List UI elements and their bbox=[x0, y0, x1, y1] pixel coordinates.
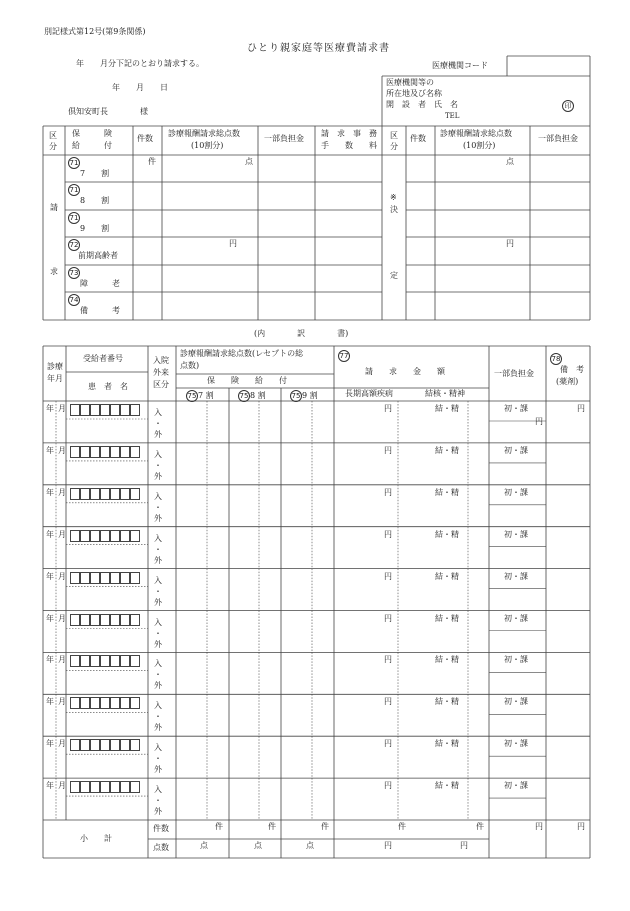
row-in: 入 bbox=[154, 449, 162, 459]
digit-box[interactable] bbox=[110, 697, 120, 709]
top-header-kubun2: 区 分 bbox=[390, 131, 398, 151]
digit-box[interactable] bbox=[90, 530, 100, 542]
top-header-tensu1: 診療報酬請求総点数 bbox=[168, 129, 240, 138]
recipient-number-boxes[interactable] bbox=[70, 446, 140, 461]
row-shoka: 初・課 bbox=[504, 739, 528, 749]
digit-box[interactable] bbox=[110, 655, 120, 667]
row-number-mark: 72 bbox=[69, 241, 79, 249]
date-line: 年 月 日 bbox=[112, 83, 168, 92]
mid-label-tei: 定 bbox=[390, 271, 398, 280]
recipient-number-boxes[interactable] bbox=[70, 488, 140, 503]
top-row-3-label: 9 割 bbox=[80, 224, 110, 233]
subtotal-ken-chouki: 件 bbox=[398, 822, 406, 831]
digit-box[interactable] bbox=[90, 781, 100, 793]
digit-box[interactable] bbox=[120, 404, 130, 416]
row-year: 年 bbox=[46, 404, 54, 413]
row-year: 年 bbox=[46, 697, 54, 707]
form-number: 別記様式第12号(第9条関係) bbox=[44, 27, 146, 36]
subtotal-tensu-label: 点数 bbox=[153, 843, 169, 852]
row-month: 月 bbox=[58, 655, 66, 665]
recipient-number-boxes[interactable] bbox=[70, 572, 140, 587]
top-header-hoken1: 保 険 bbox=[72, 129, 112, 138]
row-out: 外 bbox=[154, 555, 162, 565]
row-en-futan: 円 bbox=[535, 417, 543, 426]
detail-header-total1: 診療報酬請求総点数(レセプトの総 bbox=[180, 349, 304, 358]
top-header-futan: 一部負担金 bbox=[264, 134, 304, 143]
digit-box[interactable] bbox=[90, 614, 100, 626]
digit-box[interactable] bbox=[70, 739, 80, 751]
request-line: 年 月分下記のとおり請求する。 bbox=[76, 59, 204, 68]
digit-box[interactable] bbox=[130, 739, 140, 751]
top-header-kensu: 件数 bbox=[137, 134, 153, 143]
unit-ten: 点 bbox=[245, 157, 253, 166]
digit-box[interactable] bbox=[80, 530, 90, 542]
digit-box[interactable] bbox=[120, 781, 130, 793]
row-kekkaku: 結・精 bbox=[435, 739, 459, 749]
row-en-biko: 円 bbox=[577, 404, 585, 413]
row-out: 外 bbox=[154, 597, 162, 607]
addressee: 倶知安町長 様 bbox=[68, 107, 148, 116]
row-shoka: 初・課 bbox=[504, 655, 528, 665]
subtotal-ken-7: 件 bbox=[215, 822, 223, 831]
digit-box[interactable] bbox=[70, 488, 80, 500]
row-en-chouki: 円 bbox=[384, 739, 392, 749]
row-dot: ・ bbox=[154, 670, 162, 680]
detail-header-total2: 点数) bbox=[180, 361, 200, 370]
top-header-kensu2: 件数 bbox=[410, 134, 426, 143]
row-in: 入 bbox=[154, 743, 162, 753]
digit-box[interactable] bbox=[100, 739, 110, 751]
digit-box[interactable] bbox=[100, 697, 110, 709]
form-title: ひとり親家庭等医療費請求書 bbox=[247, 43, 390, 54]
digit-box[interactable] bbox=[100, 614, 110, 626]
digit-box[interactable] bbox=[90, 655, 100, 667]
row-en-chouki: 円 bbox=[384, 487, 392, 497]
row-en-chouki: 円 bbox=[384, 655, 392, 665]
digit-box[interactable] bbox=[70, 404, 80, 416]
subtotal-ken-kekkaku: 件 bbox=[476, 822, 484, 831]
digit-box[interactable] bbox=[130, 614, 140, 626]
row-out: 外 bbox=[154, 807, 162, 817]
subtotal-ken-9: 件 bbox=[321, 822, 329, 831]
detail-header-chouki: 長期高額疾病 bbox=[345, 389, 393, 398]
row-out: 外 bbox=[154, 471, 162, 481]
top-row-4-label: 前期高齢者 bbox=[78, 251, 118, 260]
row-kekkaku: 結・精 bbox=[435, 529, 459, 539]
subtotal-en-futan: 円 bbox=[535, 822, 543, 831]
tel-label: TEL bbox=[445, 112, 460, 120]
institution-code-label: 医療機関コード bbox=[432, 61, 488, 70]
row-kekkaku: 結・精 bbox=[435, 404, 459, 413]
top-header-kubun: 区 分 bbox=[49, 131, 57, 151]
digit-box[interactable] bbox=[70, 614, 80, 626]
digit-box[interactable] bbox=[90, 404, 100, 416]
row-out: 外 bbox=[154, 639, 162, 649]
col-8wari bbox=[238, 390, 266, 402]
row-en-chouki: 円 bbox=[384, 571, 392, 581]
digit-box[interactable] bbox=[110, 572, 120, 584]
row-month: 月 bbox=[58, 404, 66, 413]
recipient-number-boxes[interactable] bbox=[70, 404, 140, 419]
col-7wari-label: 7 割 bbox=[198, 391, 214, 400]
digit-box[interactable] bbox=[120, 697, 130, 709]
col-number-mark: 78 bbox=[551, 355, 561, 363]
top-row-2 bbox=[68, 184, 80, 196]
digit-box[interactable] bbox=[80, 572, 90, 584]
row-out: 外 bbox=[154, 681, 162, 691]
row-year: 年 bbox=[46, 445, 54, 455]
row-shoka: 初・課 bbox=[504, 487, 528, 497]
digit-box[interactable] bbox=[80, 614, 90, 626]
row-shoka: 初・課 bbox=[504, 613, 528, 623]
digit-box[interactable] bbox=[130, 404, 140, 416]
digit-box[interactable] bbox=[80, 697, 90, 709]
detail-header-inout1: 入院 bbox=[153, 356, 169, 365]
digit-box[interactable] bbox=[120, 446, 130, 458]
digit-box[interactable] bbox=[70, 530, 80, 542]
row-out: 外 bbox=[154, 513, 162, 523]
digit-box[interactable] bbox=[130, 530, 140, 542]
digit-box[interactable] bbox=[90, 572, 100, 584]
digit-box[interactable] bbox=[80, 446, 90, 458]
col-7wari bbox=[186, 390, 214, 402]
row-en-chouki: 円 bbox=[384, 697, 392, 707]
row-number-mark: 71 bbox=[69, 159, 79, 167]
recipient-number-boxes[interactable] bbox=[70, 781, 140, 796]
mid-label-ketsu: 決 bbox=[390, 205, 398, 214]
row-in: 入 bbox=[154, 491, 162, 501]
institution-name-label: 医療機関等の bbox=[386, 78, 434, 87]
row-number-mark: 71 bbox=[69, 214, 79, 222]
row-en-chouki: 円 bbox=[384, 781, 392, 791]
row-month: 月 bbox=[58, 571, 66, 581]
col-8wari-label: 8 割 bbox=[250, 391, 266, 400]
detail-header-kekkaku: 結核・精神 bbox=[425, 389, 465, 398]
row-year: 年 bbox=[46, 781, 54, 791]
row-number-mark: 74 bbox=[69, 296, 79, 304]
row-shoka: 初・課 bbox=[504, 781, 528, 791]
digit-box[interactable] bbox=[110, 488, 120, 500]
digit-box[interactable] bbox=[130, 488, 140, 500]
mid-label-kome: ※ bbox=[390, 193, 397, 202]
subtotal-en-chouki: 円 bbox=[384, 841, 392, 850]
digit-box[interactable] bbox=[70, 446, 80, 458]
digit-box[interactable] bbox=[100, 572, 110, 584]
row-dot: ・ bbox=[154, 419, 162, 428]
row-year: 年 bbox=[46, 487, 54, 497]
detail-header-inout3: 区分 bbox=[153, 380, 169, 389]
row-dot: ・ bbox=[154, 460, 162, 470]
recipient-number-boxes[interactable] bbox=[70, 655, 140, 670]
digit-box[interactable] bbox=[110, 446, 120, 458]
row-en-chouki: 円 bbox=[384, 613, 392, 623]
row-in: 入 bbox=[154, 408, 162, 417]
digit-box[interactable] bbox=[70, 697, 80, 709]
subtotal-ten-9: 点 bbox=[306, 841, 314, 850]
detail-header-recipient: 受給者番号 bbox=[83, 354, 123, 363]
row-shoka: 初・課 bbox=[504, 404, 528, 413]
row-in: 入 bbox=[154, 659, 162, 669]
row-month: 月 bbox=[58, 487, 66, 497]
top-row-5 bbox=[68, 267, 80, 279]
subtotal-ten-7: 点 bbox=[200, 841, 208, 850]
digit-box[interactable] bbox=[100, 781, 110, 793]
top-header-hoken2: 給 付 bbox=[72, 141, 112, 150]
row-shoka: 初・課 bbox=[504, 571, 528, 581]
subtotal-ten-8: 点 bbox=[254, 841, 262, 850]
subtotal-kensu-label: 件数 bbox=[153, 824, 169, 833]
col-9wari bbox=[290, 390, 318, 402]
unit-en-right: 円 bbox=[506, 239, 514, 248]
seikyu-number bbox=[338, 350, 350, 362]
digit-box[interactable] bbox=[70, 572, 80, 584]
digit-box[interactable] bbox=[80, 404, 90, 416]
digit-box[interactable] bbox=[80, 739, 90, 751]
digit-box[interactable] bbox=[90, 697, 100, 709]
col-number-mark: 75 bbox=[187, 392, 197, 400]
unit-ten-right: 点 bbox=[506, 157, 514, 166]
row-kekkaku: 結・精 bbox=[435, 655, 459, 665]
digit-box[interactable] bbox=[100, 530, 110, 542]
digit-box[interactable] bbox=[110, 739, 120, 751]
digit-box[interactable] bbox=[100, 655, 110, 667]
digit-box[interactable] bbox=[100, 446, 110, 458]
recipient-number-boxes[interactable] bbox=[70, 614, 140, 629]
digit-box[interactable] bbox=[110, 614, 120, 626]
row-dot: ・ bbox=[154, 502, 162, 512]
row-en-chouki: 円 bbox=[384, 404, 392, 413]
top-header-tensu2: (10割分) bbox=[191, 141, 224, 150]
row-number-mark: 71 bbox=[69, 186, 79, 194]
row-shoka: 初・課 bbox=[504, 529, 528, 539]
row-month: 月 bbox=[58, 781, 66, 791]
row-number-mark: 73 bbox=[69, 269, 79, 277]
institution-address-label: 所在地及び名称 bbox=[386, 89, 442, 98]
seal-mark: 印 bbox=[562, 100, 574, 112]
row-year: 年 bbox=[46, 655, 54, 665]
row-month: 月 bbox=[58, 739, 66, 749]
digit-box[interactable] bbox=[80, 655, 90, 667]
row-out: 外 bbox=[154, 430, 162, 439]
recipient-number-boxes[interactable] bbox=[70, 739, 140, 754]
digit-box[interactable] bbox=[110, 404, 120, 416]
top-row-6-label: 備 考 bbox=[80, 306, 120, 315]
digit-box[interactable] bbox=[70, 655, 80, 667]
digit-box[interactable] bbox=[80, 488, 90, 500]
subtotal-label: 小 計 bbox=[80, 834, 112, 843]
recipient-number-boxes[interactable] bbox=[70, 530, 140, 545]
top-row-1-label: 7 割 bbox=[80, 169, 110, 178]
row-year: 年 bbox=[46, 739, 54, 749]
digit-box[interactable] bbox=[90, 446, 100, 458]
detail-header-biko1: 備 考 bbox=[560, 365, 584, 374]
row-en-chouki: 円 bbox=[384, 445, 392, 455]
unit-en: 円 bbox=[229, 239, 237, 248]
row-kekkaku: 結・精 bbox=[435, 613, 459, 623]
top-row-5-label: 障 老 bbox=[80, 279, 120, 288]
subtotal-ken-8: 件 bbox=[268, 822, 276, 831]
detail-header-patient: 患 者 名 bbox=[88, 382, 128, 391]
row-in: 入 bbox=[154, 575, 162, 585]
col-number-mark: 75 bbox=[291, 392, 301, 400]
digit-box[interactable] bbox=[130, 697, 140, 709]
row-dot: ・ bbox=[154, 796, 162, 806]
row-year: 年 bbox=[46, 613, 54, 623]
top-row-4 bbox=[68, 239, 80, 251]
biko-number bbox=[550, 353, 562, 365]
digit-box[interactable] bbox=[120, 739, 130, 751]
top-row-2-label: 8 割 bbox=[80, 196, 110, 205]
digit-box[interactable] bbox=[130, 572, 140, 584]
detail-header-futan: 一部負担金 bbox=[494, 369, 534, 378]
row-in: 入 bbox=[154, 533, 162, 543]
digit-box[interactable] bbox=[100, 404, 110, 416]
row-month: 月 bbox=[58, 445, 66, 455]
top-header-tensu4: (10割分) bbox=[463, 141, 496, 150]
row-en-chouki: 円 bbox=[384, 529, 392, 539]
row-kekkaku: 結・精 bbox=[435, 445, 459, 455]
row-month: 月 bbox=[58, 613, 66, 623]
side-label-kyu: 求 bbox=[50, 267, 58, 276]
row-dot: ・ bbox=[154, 586, 162, 596]
row-in: 入 bbox=[154, 785, 162, 795]
detail-header-seikyu: 請 求 金 額 bbox=[365, 367, 445, 376]
digit-box[interactable] bbox=[110, 781, 120, 793]
row-kekkaku: 結・精 bbox=[435, 487, 459, 497]
unit-ken: 件 bbox=[148, 157, 156, 166]
row-shoka: 初・課 bbox=[504, 445, 528, 455]
digit-box[interactable] bbox=[80, 781, 90, 793]
subtotal-en-kekkaku: 円 bbox=[460, 841, 468, 850]
side-label-sei: 請 bbox=[50, 203, 58, 212]
detail-header-month2: 年月 bbox=[47, 374, 63, 383]
row-in: 入 bbox=[154, 701, 162, 711]
row-month: 月 bbox=[58, 697, 66, 707]
digit-box[interactable] bbox=[130, 446, 140, 458]
digit-box[interactable] bbox=[120, 530, 130, 542]
detail-title: (内 訳 書) bbox=[254, 329, 349, 338]
row-shoka: 初・課 bbox=[504, 697, 528, 707]
founder-name-label: 開 設 者 氏 名 bbox=[386, 100, 458, 109]
subtotal-en-biko: 円 bbox=[577, 822, 585, 831]
detail-header-inout2: 外来 bbox=[153, 368, 169, 377]
digit-box[interactable] bbox=[120, 614, 130, 626]
digit-box[interactable] bbox=[110, 530, 120, 542]
row-out: 外 bbox=[154, 765, 162, 775]
row-in: 入 bbox=[154, 617, 162, 627]
digit-box[interactable] bbox=[120, 655, 130, 667]
digit-box[interactable] bbox=[130, 781, 140, 793]
row-dot: ・ bbox=[154, 628, 162, 638]
digit-box[interactable] bbox=[90, 739, 100, 751]
row-month: 月 bbox=[58, 529, 66, 539]
top-header-jimu1: 請 求 事 務 bbox=[321, 129, 377, 138]
top-row-1 bbox=[68, 157, 80, 169]
top-row-3 bbox=[68, 212, 80, 224]
row-kekkaku: 結・精 bbox=[435, 571, 459, 581]
top-header-futan2: 一部負担金 bbox=[538, 134, 578, 143]
row-year: 年 bbox=[46, 571, 54, 581]
detail-header-biko2: (薬剤) bbox=[556, 377, 579, 386]
detail-header-month1: 診療 bbox=[47, 362, 63, 371]
digit-box[interactable] bbox=[100, 488, 110, 500]
row-dot: ・ bbox=[154, 544, 162, 554]
digit-box[interactable] bbox=[130, 655, 140, 667]
col-9wari-label: 9 割 bbox=[302, 391, 318, 400]
digit-box[interactable] bbox=[90, 488, 100, 500]
row-dot: ・ bbox=[154, 712, 162, 722]
recipient-number-boxes[interactable] bbox=[70, 697, 140, 712]
digit-box[interactable] bbox=[70, 781, 80, 793]
top-row-6 bbox=[68, 294, 80, 306]
row-out: 外 bbox=[154, 723, 162, 733]
row-year: 年 bbox=[46, 529, 54, 539]
top-header-tensu3: 診療報酬請求総点数 bbox=[440, 129, 512, 138]
row-kekkaku: 結・精 bbox=[435, 781, 459, 791]
row-kekkaku: 結・精 bbox=[435, 697, 459, 707]
col-number-mark: 77 bbox=[339, 352, 349, 360]
col-number-mark: 75 bbox=[239, 392, 249, 400]
top-header-jimu2: 手 数 料 bbox=[321, 141, 377, 150]
detail-header-kyufu: 保 険 給 付 bbox=[207, 376, 287, 385]
row-dot: ・ bbox=[154, 754, 162, 764]
digit-box[interactable] bbox=[120, 572, 130, 584]
digit-box[interactable] bbox=[120, 488, 130, 500]
